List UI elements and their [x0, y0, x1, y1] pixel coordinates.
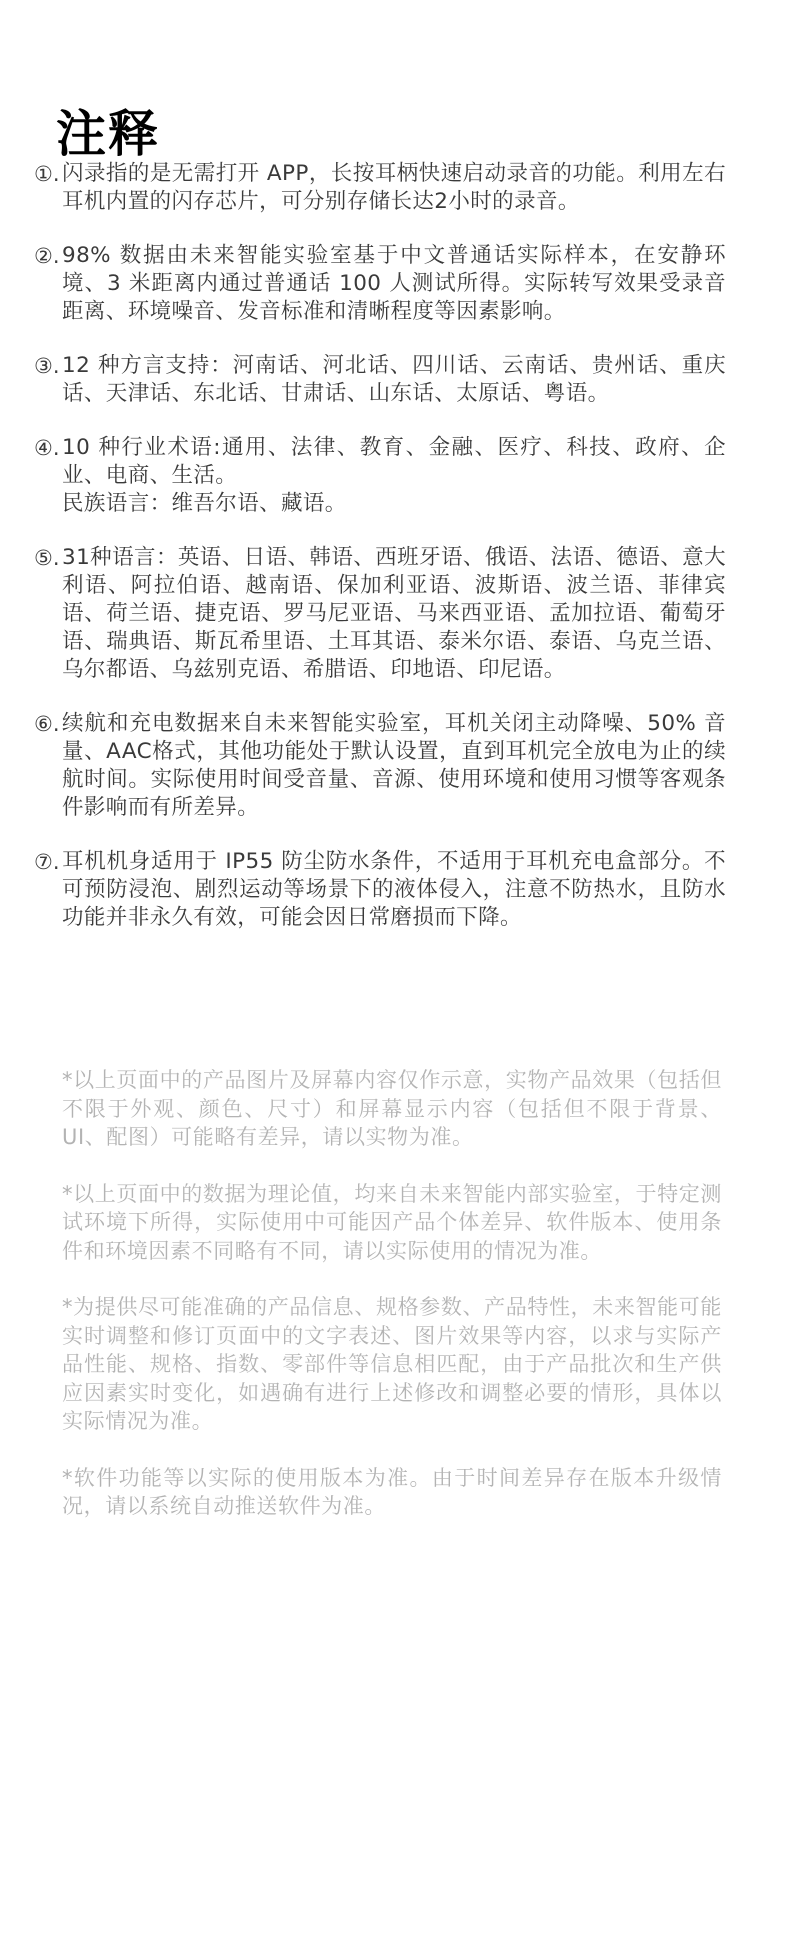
note-number: ①.	[34, 162, 60, 186]
note-item-6	[34, 710, 726, 822]
note-number: ④.	[34, 436, 60, 460]
disclaimer-images: *以上页面中的产品图片及屏幕内容仅作示意，实物产品效果（包括但不限于外观、颜色、尺寸）和屏幕显示内容（包括但不限于背景、UI、配图）可能略有差异，请以实物为准。	[62, 1068, 722, 1149]
note-text-ethnic-languages: 民族语言：维吾尔语、藏语。	[62, 491, 347, 516]
note-item-1	[34, 160, 726, 216]
notes-list	[34, 160, 726, 958]
note-text: 耳机机身适用于 IP55 防尘防水条件，不适用于耳机充电盒部分。不可预防浸泡、剧烈运动等场景下的液体侵入，注意不防热水，且防水功能并非永久有效，可能会因日常磨损而下降。	[62, 849, 726, 930]
note-text: 31种语言：英语、日语、韩语、西班牙语、俄语、法语、德语、意大利语、阿拉伯语、越南语、保加利亚语、波斯语、波兰语、菲律宾语、荷兰语、捷克语、罗马尼亚语、马来西亚语、孟加拉语、葡萄牙语、瑞典语、斯瓦希里语、土耳其语、泰米尔语、泰语、乌克兰语、乌尔都语、乌兹别克语、希腊语、印地语、印尼语。	[62, 545, 726, 682]
note-text: 续航和充电数据来自未来智能实验室，耳机关闭主动降噪、50% 音量、AAC格式，其他功能处于默认设置，直到耳机完全放电为止的续航时间。实际使用时间受音量、音源、使用环境和使用习惯等客观条件影响而有所差异。	[62, 711, 726, 820]
note-text: 10 种行业术语:通用、法律、教育、金融、医疗、科技、政府、企业、电商、生活。	[62, 435, 726, 488]
note-number: ②.	[34, 244, 60, 268]
note-number: ⑦.	[34, 850, 60, 874]
page-title: 注释	[56, 104, 160, 163]
disclaimer-data: *以上页面中的数据为理论值，均来自未来智能内部实验室，于特定测试环境下所得，实际使用中可能因产品个体差异、软件版本、使用条件和环境因素不同略有不同，请以实际使用的情况为准。	[62, 1181, 722, 1263]
note-item-5	[34, 544, 726, 684]
note-text: 12 种方言支持：河南话、河北话、四川话、云南话、贵州话、重庆话、天津话、东北话、甘肃话、山东话、太原话、粤语。	[62, 353, 726, 406]
note-item-2	[34, 242, 726, 326]
note-text: 98% 数据由未来智能实验室基于中文普通话实际样本，在安静环境、3 米距离内通过普通话 100 人测试所得。实际转写效果受录音距离、环境噪音、发音标准和清晰程度等因素影响。	[62, 243, 726, 324]
note-number: ③.	[34, 354, 60, 378]
disclaimer-software: *软件功能等以实际的使用版本为准。由于时间差异存在版本升级情况，请以系统自动推送软件为准。	[62, 1465, 722, 1518]
note-item-4	[34, 434, 726, 518]
disclaimer-revisions: *为提供尽可能准确的产品信息、规格参数、产品特性，未来智能可能实时调整和修订页面中的文字表述、图片效果等内容，以求与实际产品性能、规格、指数、零部件等信息相匹配，由于产品批次和生产供应因素实时变化，如遇确有进行上述修改和调整必要的情形，具体以实际情况为准。	[62, 1295, 722, 1433]
note-number: ⑥.	[34, 712, 60, 736]
note-item-3	[34, 352, 726, 408]
disclaimers-section	[62, 1045, 722, 1549]
note-item-7	[34, 848, 726, 932]
note-text: 闪录指的是无需打开 APP，长按耳柄快速启动录音的功能。利用左右耳机内置的闪存芯片，可分别存储长达2小时的录音。	[62, 161, 726, 214]
note-number: ⑤.	[34, 546, 60, 570]
